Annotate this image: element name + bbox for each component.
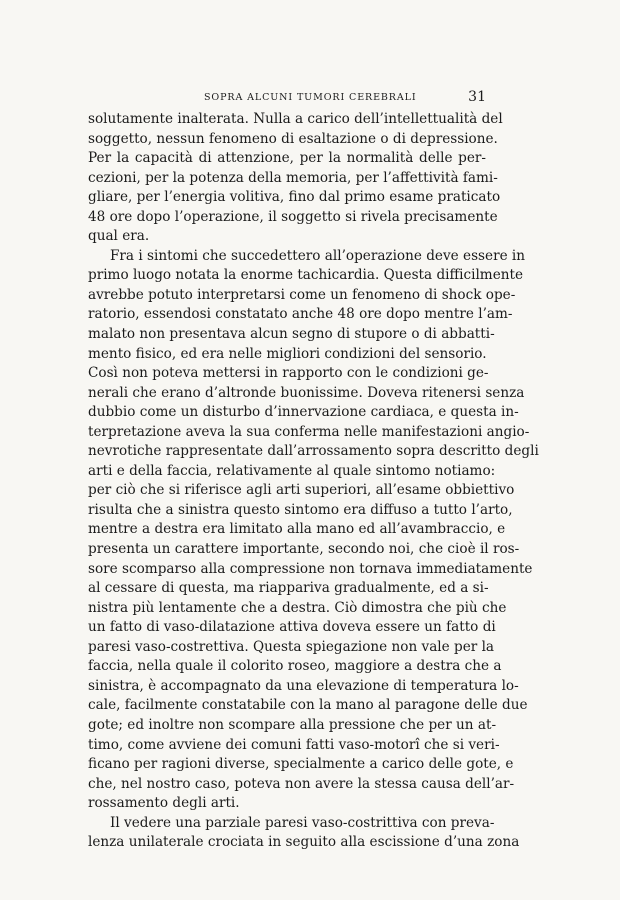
text-line: terpretazione aveva la sua conferma nelle manifestazioni angio-	[88, 423, 530, 440]
paragraph-first-line: Il vedere una parziale paresi vaso-costrittiva con preva-	[110, 814, 495, 831]
text-line: risulta che a sinistra questo sintomo era diffuso a tutto l’arto,	[88, 501, 513, 518]
running-title: SOPRA ALCUNI TUMORI CEREBRALI	[204, 92, 417, 103]
paragraph-first-line: Fra i sintomi che succedettero all’operazione deve essere in	[110, 247, 526, 264]
text-line: avrebbe potuto interpretarsi come un fenomeno di shock ope-	[88, 286, 516, 303]
body-text	[88, 110, 539, 853]
text-line: sore scomparso alla compressione non tornava immediatamente	[88, 560, 533, 577]
text-line: paresi vaso-costrettiva. Questa spiegazione non vale per la	[88, 638, 495, 655]
text-line: timo, come avviene dei comuni fatti vaso-motorî che si veri-	[88, 736, 500, 753]
text-line: malato non presentava alcun segno di stupore o di abbatti-	[88, 326, 495, 343]
text-line: cezioni, per la potenza della memoria, per l’affettività fami-	[88, 169, 498, 186]
page-number: 31	[468, 89, 486, 105]
text-line: gliare, per l’energia volitiva, fino dal primo esame praticato	[88, 189, 501, 206]
text-line: un fatto di vaso-dilatazione attiva doveva essere un fatto di	[88, 619, 496, 636]
text-line: qual era.	[88, 228, 150, 245]
page-header	[88, 89, 486, 109]
text-line: solutamente inalterata. Nulla a carico dell’intellettualità del	[88, 111, 503, 127]
text-line: dubbio come un disturbo d’innervazione cardiaca, e questa in-	[88, 404, 519, 421]
text-line: nistra più lentamente che a destra. Ciò dimostra che più che	[88, 599, 507, 616]
text-line: Così non poteva mettersi in rapporto con le condizioni ge-	[88, 365, 489, 382]
text-line: mentre a destra era limitato alla mano ed all’avambraccio, e	[88, 521, 506, 538]
text-line: cale, facilmente constatabile con la mano al paragone delle due	[88, 697, 528, 714]
text-line: sinistra, è accompagnato da una elevazione di temperatura lo-	[88, 677, 519, 694]
text-line: primo luogo notata la enorme tachicardia. Questa difficilmente	[88, 267, 524, 284]
text-line: ficano per ragioni diverse, specialmente a carico delle gote, e	[88, 756, 514, 773]
text-line: per ciò che si riferisce agli arti superiori, all’esame obbiettivo	[88, 482, 515, 499]
text-line: Per la capacità di attenzione, per la normalità delle per-	[88, 150, 486, 167]
text-line: gote; ed inoltre non scompare alla pressione che per un at-	[88, 716, 497, 733]
text-line: nerali che erano d’altronde buonissime. Doveva ritenersi senza	[88, 384, 525, 401]
text-line: che, nel nostro caso, poteva non avere la stessa causa dell’ar-	[88, 775, 515, 792]
text-line: 48 ore dopo l’operazione, il soggetto si rivela precisamente	[88, 208, 498, 225]
text-line: presenta un carattere importante, secondo noi, che cioè il ros-	[88, 541, 520, 558]
text-line: soggetto, nessun fenomeno di esaltazione o di depressione.	[88, 130, 498, 147]
text-line: lenza unilaterale crociata in seguito alla escissione d’una zona	[88, 834, 520, 851]
text-line: arti e della faccia, relativamente al quale sintomo notiamo:	[88, 462, 496, 479]
text-line: nevrotiche rappresentate dall’arrossamento sopra descritto degli	[88, 443, 539, 460]
text-line: rossamento degli arti.	[88, 795, 240, 812]
text-line: al cessare di questa, ma riappariva gradualmente, ed a si-	[88, 580, 489, 597]
text-line: ratorio, essendosi constatato anche 48 ore dopo mentre l’am-	[88, 306, 513, 323]
text-line: mento fisico, ed era nelle migliori condizioni del sensorio.	[88, 345, 487, 362]
text-line: faccia, nella quale il colorito roseo, maggiore a destra che a	[88, 658, 502, 675]
